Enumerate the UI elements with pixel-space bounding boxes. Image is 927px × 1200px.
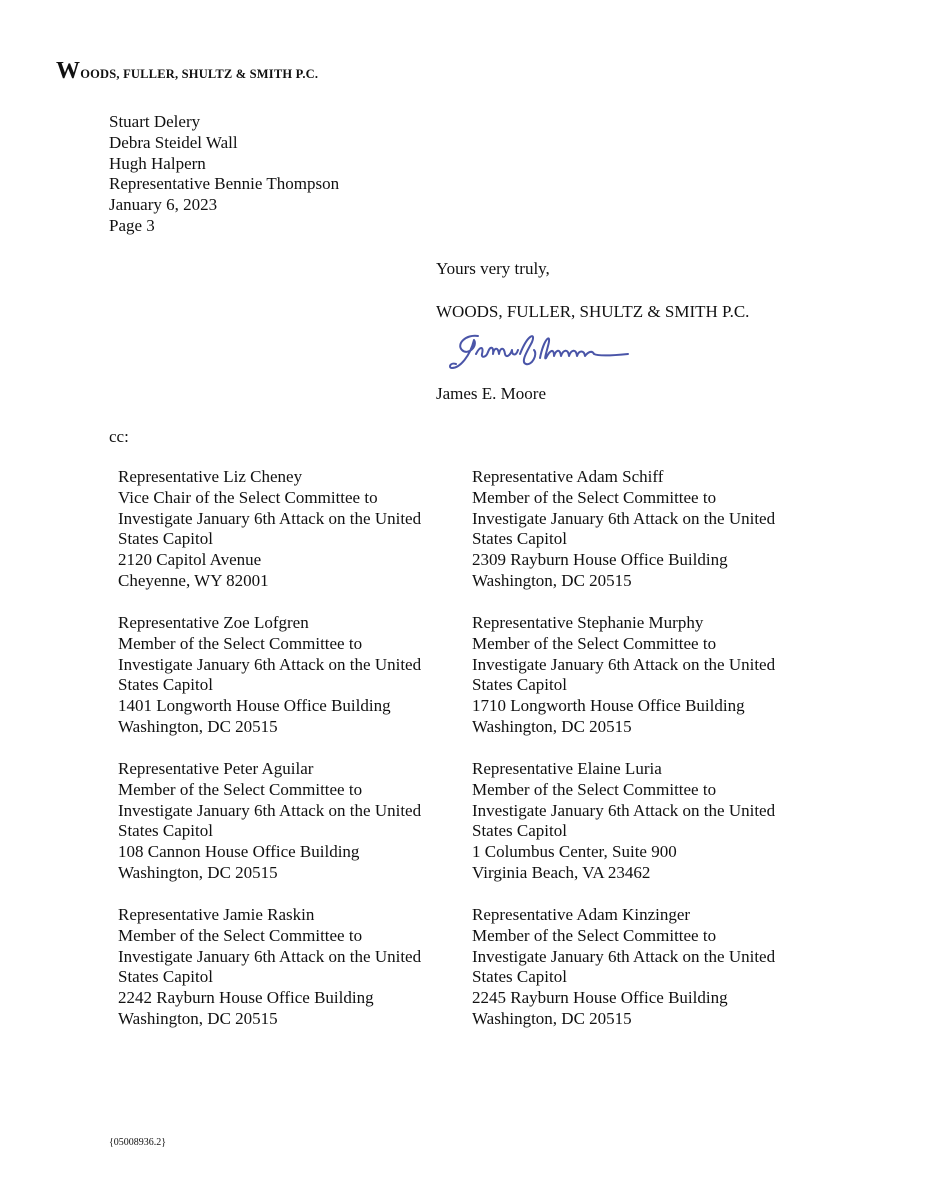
cc-name: Representative Peter Aguilar: [118, 759, 314, 778]
page-number: Page 3: [109, 215, 155, 235]
cc-city: Washington, DC 20515: [118, 716, 278, 736]
cc-title-cont: Investigate January 6th Attack on the United: [472, 654, 776, 674]
closing-firm: WOODS, FULLER, SHULTZ & SMITH P.C.: [436, 301, 750, 321]
cc-city: Washington, DC 20515: [472, 716, 632, 736]
cc-title-cont: Investigate January 6th Attack on the United: [472, 946, 776, 966]
cc-title: Member of the Select Committee to: [472, 633, 717, 653]
cc-title-cont: States Capitol: [472, 821, 567, 841]
letterhead: [56, 58, 318, 85]
cc-address: 2120 Capitol Avenue: [118, 550, 262, 570]
letterhead-firm-name: OODS, FULLER, SHULTZ & SMITH P.C.: [80, 67, 319, 81]
cc-city: Washington, DC 20515: [472, 570, 632, 590]
recipient-line: Stuart Delery: [109, 112, 201, 131]
header-block: [109, 112, 339, 237]
closing-salutation: Yours very truly,: [436, 259, 550, 278]
letterhead-initial: W: [56, 58, 81, 84]
signature-graphic: [448, 328, 668, 380]
recipient-line: Debra Steidel Wall: [109, 132, 238, 152]
cc-address: 2309 Rayburn House Office Building: [472, 550, 728, 570]
cc-city: Washington, DC 20515: [472, 1008, 632, 1028]
cc-name: Representative Elaine Luria: [472, 759, 662, 778]
cc-title: Member of the Select Committee to: [472, 487, 717, 507]
cc-name: Representative Zoe Lofgren: [118, 613, 309, 632]
cc-entry: [472, 759, 817, 884]
cc-entry: [472, 467, 817, 592]
cc-name: Representative Stephanie Murphy: [472, 613, 704, 632]
cc-entry: [118, 613, 463, 738]
cc-title-cont: States Capitol: [472, 529, 567, 549]
cc-title: Member of the Select Committee to: [472, 925, 717, 945]
cc-title-cont: States Capitol: [472, 967, 567, 987]
cc-city: Washington, DC 20515: [118, 862, 278, 882]
cc-title-cont: States Capitol: [118, 529, 213, 549]
cc-title-cont: States Capitol: [118, 821, 213, 841]
cc-address: 108 Cannon House Office Building: [118, 842, 360, 862]
recipient-line: Hugh Halpern: [109, 153, 206, 173]
cc-title: Member of the Select Committee to: [472, 779, 717, 799]
cc-entry: [118, 905, 463, 1030]
cc-address: 1401 Longworth House Office Building: [118, 696, 391, 716]
cc-name: Representative Adam Kinzinger: [472, 905, 691, 924]
cc-address: 2245 Rayburn House Office Building: [472, 988, 728, 1008]
cc-address: 2242 Rayburn House Office Building: [118, 988, 374, 1008]
cc-name: Representative Jamie Raskin: [118, 905, 315, 924]
handwritten-signature: [448, 328, 668, 380]
cc-title: Member of the Select Committee to: [118, 633, 363, 653]
cc-city: Virginia Beach, VA 23462: [472, 862, 651, 882]
cc-title: Vice Chair of the Select Committee to: [118, 487, 378, 507]
closing-block: [436, 259, 749, 323]
cc-city: Washington, DC 20515: [118, 1008, 278, 1028]
recipient-line: Representative Bennie Thompson: [109, 174, 340, 194]
cc-entry: [472, 905, 817, 1030]
cc-entry: [118, 759, 463, 884]
cc-title-cont: States Capitol: [118, 967, 213, 987]
cc-address: 1 Columbus Center, Suite 900: [472, 842, 677, 862]
letter-date: January 6, 2023: [109, 195, 218, 215]
cc-title-cont: Investigate January 6th Attack on the United: [118, 800, 422, 820]
cc-title-cont: States Capitol: [472, 675, 567, 695]
document-id: {05008936.2}: [109, 1137, 167, 1148]
signer-name: James E. Moore: [436, 384, 547, 403]
cc-title: Member of the Select Committee to: [118, 925, 363, 945]
cc-title-cont: Investigate January 6th Attack on the United: [472, 508, 776, 528]
cc-title-cont: Investigate January 6th Attack on the United: [118, 946, 422, 966]
cc-title-cont: Investigate January 6th Attack on the United: [118, 654, 422, 674]
cc-address: 1710 Longworth House Office Building: [472, 696, 745, 716]
cc-name: Representative Liz Cheney: [118, 467, 303, 486]
cc-entry: [472, 613, 817, 738]
cc-entry: [118, 467, 463, 592]
cc-title-cont: Investigate January 6th Attack on the United: [472, 800, 776, 820]
cc-title: Member of the Select Committee to: [118, 779, 363, 799]
cc-name: Representative Adam Schiff: [472, 467, 664, 486]
cc-title-cont: Investigate January 6th Attack on the United: [118, 508, 422, 528]
cc-city: Cheyenne, WY 82001: [118, 570, 269, 590]
cc-label: cc:: [109, 427, 129, 446]
cc-title-cont: States Capitol: [118, 675, 213, 695]
